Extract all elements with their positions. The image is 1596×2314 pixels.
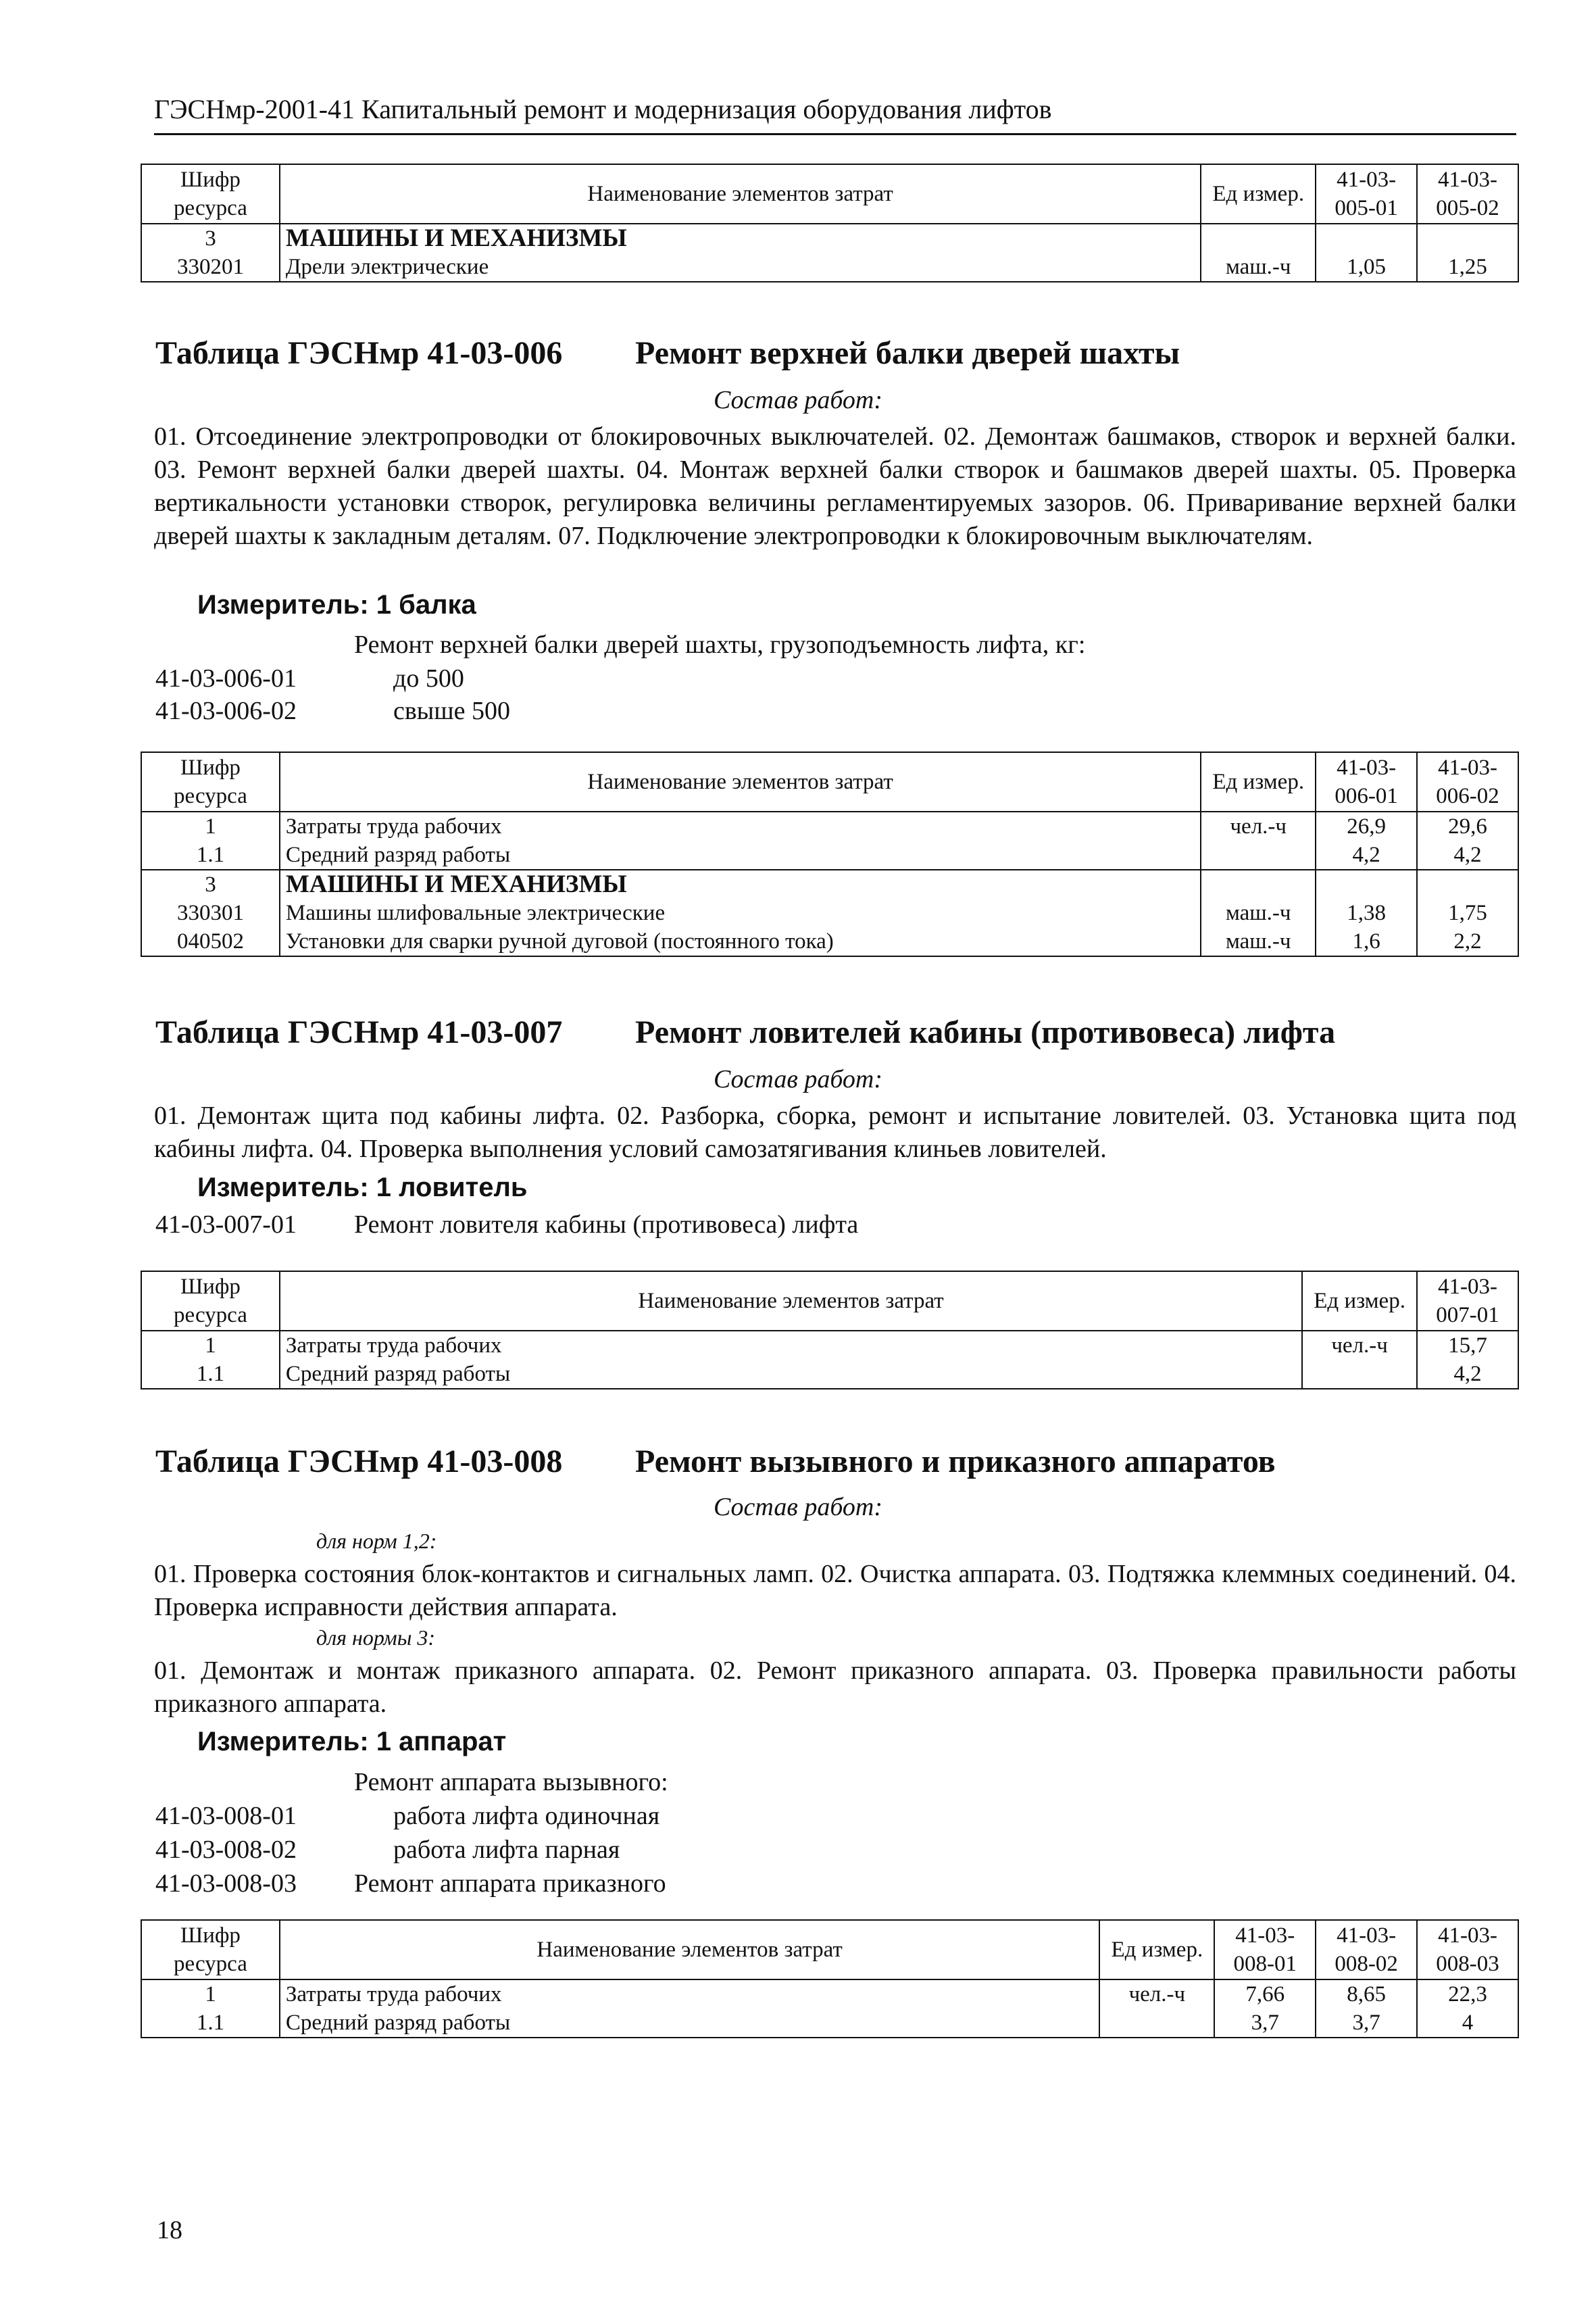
norms-note-1: для норм 1,2: xyxy=(316,1529,437,1553)
page-header: ГЭСНмр-2001-41 Капитальный ремонт и модернизация оборудования лифтов xyxy=(154,93,1516,135)
row-value-1: 15,7 xyxy=(1417,1331,1518,1360)
header-name: Наименование элементов затрат xyxy=(280,752,1201,812)
row-value-1: 4,2 xyxy=(1316,841,1417,870)
resource-table-007 xyxy=(141,1271,1519,1389)
header-norm-2: 41-03-005-02 xyxy=(1417,164,1518,224)
row-name: Средний разряд работы xyxy=(280,1360,1302,1389)
row-code: 1 xyxy=(141,1331,280,1360)
row-code: 1.1 xyxy=(141,1360,280,1389)
row-code: 040502 xyxy=(141,927,280,956)
row-unit: маш.-ч xyxy=(1201,253,1316,282)
table-number: Таблица ГЭСНмр 41-03-008 xyxy=(155,1444,563,1479)
row-unit: маш.-ч xyxy=(1201,899,1316,927)
section-008-title xyxy=(155,1443,1276,1480)
header-code: Шифр ресурса xyxy=(141,1271,280,1331)
header-norm-1: 41-03-008-01 xyxy=(1214,1920,1316,1979)
header-unit: Ед измер. xyxy=(1201,164,1316,224)
row-unit xyxy=(1302,1360,1417,1389)
work-composition-text: 01. Отсоединение электропроводки от блокировочных выключателей. 02. Демонтаж башмаков, створок и верхней балки. 03. Ремонт верхней балки дверей шахты. 04. Монтаж верхней балки створок и башмаков дверей шахты. 05. Проверка вертикальности установки створок, регулировка величины регламентируемых зазоров. 06. Приваривание верхней балки дверей шахты к закладным деталям. 07. Подключение электропроводки к блокировочным выключателям. xyxy=(154,422,1516,550)
row-name: Средний разряд работы xyxy=(280,841,1201,870)
section-007-title xyxy=(155,1014,1336,1051)
row-unit xyxy=(1099,2009,1214,2038)
resource-table-005 xyxy=(141,164,1519,282)
row-code: 1.1 xyxy=(141,2009,280,2038)
norm-code: 41-03-006-01 xyxy=(155,664,297,693)
header-code: Шифр ресурса xyxy=(141,164,280,224)
norm-code: 41-03-008-02 xyxy=(155,1836,297,1864)
row-code: 330301 xyxy=(141,899,280,927)
section-006-title xyxy=(155,335,1180,372)
header-norm-3: 41-03-008-03 xyxy=(1417,1920,1518,1979)
row-code: 1.1 xyxy=(141,841,280,870)
table-title: Ремонт ловителей кабины (противовеса) лифта xyxy=(635,1014,1336,1050)
row-section-name: МАШИНЫ И МЕХАНИЗМЫ xyxy=(280,224,1201,253)
row-value-2: 29,6 xyxy=(1417,812,1518,841)
header-name: Наименование элементов затрат xyxy=(280,1271,1302,1331)
work-composition-text-1: 01. Проверка состояния блок-контактов и сигнальных ламп. 02. Очистка аппарата. 03. Подтяжка клеммных соединений. 04. Проверка исправности действия аппарата. xyxy=(154,1560,1516,1621)
row-value-1 xyxy=(1316,224,1417,253)
row-value-1: 1,6 xyxy=(1316,927,1417,956)
norm-text: до 500 xyxy=(393,664,464,693)
row-name: Машины шлифовальные электрические xyxy=(280,899,1201,927)
header-name: Наименование элементов затрат xyxy=(280,1920,1100,1979)
header-norm-1: 41-03-006-01 xyxy=(1316,752,1417,812)
row-value-1: 1,05 xyxy=(1316,253,1417,282)
row-value-1: 4,2 xyxy=(1417,1360,1518,1389)
header-norm-1: 41-03-007-01 xyxy=(1417,1271,1518,1331)
header-unit: Ед измер. xyxy=(1201,752,1316,812)
row-code: 3 xyxy=(141,870,280,899)
work-composition-label: Состав работ: xyxy=(713,1065,883,1093)
row-name: Затраты труда рабочих xyxy=(280,812,1201,841)
row-value-3: 4 xyxy=(1417,2009,1518,2038)
row-value-2 xyxy=(1417,870,1518,899)
work-composition-text: 01. Демонтаж щита под кабины лифта. 02. Разборка, сборка, ремонт и испытание ловителей. 03. Установка щита под кабины лифта. 04. Проверка выполнения условий самозатягивания клиньев ловителей. xyxy=(154,1102,1516,1163)
norm-intro: Ремонт верхней балки дверей шахты, грузоподъемность лифта, кг: xyxy=(354,631,1086,659)
table-title: Ремонт вызывного и приказного аппаратов xyxy=(635,1444,1276,1479)
row-name: Средний разряд работы xyxy=(280,2009,1100,2038)
header-norm-1: 41-03-005-01 xyxy=(1316,164,1417,224)
header-unit: Ед измер. xyxy=(1302,1271,1417,1331)
resource-table-008 xyxy=(141,1919,1519,2038)
norm-intro: Ремонт аппарата вызывного: xyxy=(354,1768,668,1796)
norm-text: Ремонт аппарата приказного xyxy=(354,1869,666,1898)
row-unit xyxy=(1201,841,1316,870)
header-name: Наименование элементов затрат xyxy=(280,164,1201,224)
measure-unit: Измеритель: 1 аппарат xyxy=(197,1727,507,1756)
row-value-1 xyxy=(1316,870,1417,899)
norms-note-2: для нормы 3: xyxy=(316,1625,436,1650)
row-unit: маш.-ч xyxy=(1201,927,1316,956)
header-norm-2: 41-03-006-02 xyxy=(1417,752,1518,812)
row-name: Затраты труда рабочих xyxy=(280,1331,1302,1360)
header-code: Шифр ресурса xyxy=(141,1920,280,1979)
row-unit xyxy=(1201,870,1316,899)
table-title: Ремонт верхней балки дверей шахты xyxy=(635,335,1180,371)
row-value-1: 1,38 xyxy=(1316,899,1417,927)
row-code: 3 xyxy=(141,224,280,253)
work-composition-label: Состав работ: xyxy=(713,1493,883,1521)
header-norm-2: 41-03-008-02 xyxy=(1316,1920,1417,1979)
row-code: 1 xyxy=(141,1979,280,2009)
page-number: 18 xyxy=(157,2216,182,2244)
norm-code: 41-03-007-01 xyxy=(155,1210,297,1239)
row-code: 330201 xyxy=(141,253,280,282)
row-value-2: 2,2 xyxy=(1417,927,1518,956)
row-unit: чел.-ч xyxy=(1099,1979,1214,2009)
measure-unit: Измеритель: 1 ловитель xyxy=(197,1173,528,1202)
row-value-1: 26,9 xyxy=(1316,812,1417,841)
resource-table-006 xyxy=(141,752,1519,957)
norm-text: работа лифта парная xyxy=(393,1836,620,1864)
row-value-2: 3,7 xyxy=(1316,2009,1417,2038)
norm-code: 41-03-008-01 xyxy=(155,1802,297,1830)
work-composition-label: Состав работ: xyxy=(713,386,883,414)
norm-text: работа лифта одиночная xyxy=(393,1802,660,1830)
norm-text: Ремонт ловителя кабины (противовеса) лифта xyxy=(354,1210,859,1239)
row-value-2: 8,65 xyxy=(1316,1979,1417,2009)
row-value-2: 1,75 xyxy=(1417,899,1518,927)
table-number: Таблица ГЭСНмр 41-03-007 xyxy=(155,1014,563,1050)
norm-code: 41-03-008-03 xyxy=(155,1869,297,1898)
row-value-2: 1,25 xyxy=(1417,253,1518,282)
header-unit: Ед измер. xyxy=(1099,1920,1214,1979)
row-unit: чел.-ч xyxy=(1302,1331,1417,1360)
row-value-1: 7,66 xyxy=(1214,1979,1316,2009)
row-name: Дрели электрические xyxy=(280,253,1201,282)
header-code: Шифр ресурса xyxy=(141,752,280,812)
table-number: Таблица ГЭСНмр 41-03-006 xyxy=(155,335,563,371)
row-name: Затраты труда рабочих xyxy=(280,1979,1100,2009)
row-unit xyxy=(1201,224,1316,253)
norm-code: 41-03-006-02 xyxy=(155,697,297,725)
row-unit: чел.-ч xyxy=(1201,812,1316,841)
row-section-name: МАШИНЫ И МЕХАНИЗМЫ xyxy=(280,870,1201,899)
row-value-2 xyxy=(1417,224,1518,253)
measure-unit: Измеритель: 1 балка xyxy=(197,590,476,620)
row-name: Установки для сварки ручной дуговой (постоянного тока) xyxy=(280,927,1201,956)
row-value-2: 4,2 xyxy=(1417,841,1518,870)
work-composition-text-2: 01. Демонтаж и монтаж приказного аппарата. 02. Ремонт приказного аппарата. 03. Проверка правильности работы приказного аппарата. xyxy=(154,1656,1516,1718)
row-code: 1 xyxy=(141,812,280,841)
row-value-1: 3,7 xyxy=(1214,2009,1316,2038)
norm-text: свыше 500 xyxy=(393,697,510,725)
row-value-3: 22,3 xyxy=(1417,1979,1518,2009)
